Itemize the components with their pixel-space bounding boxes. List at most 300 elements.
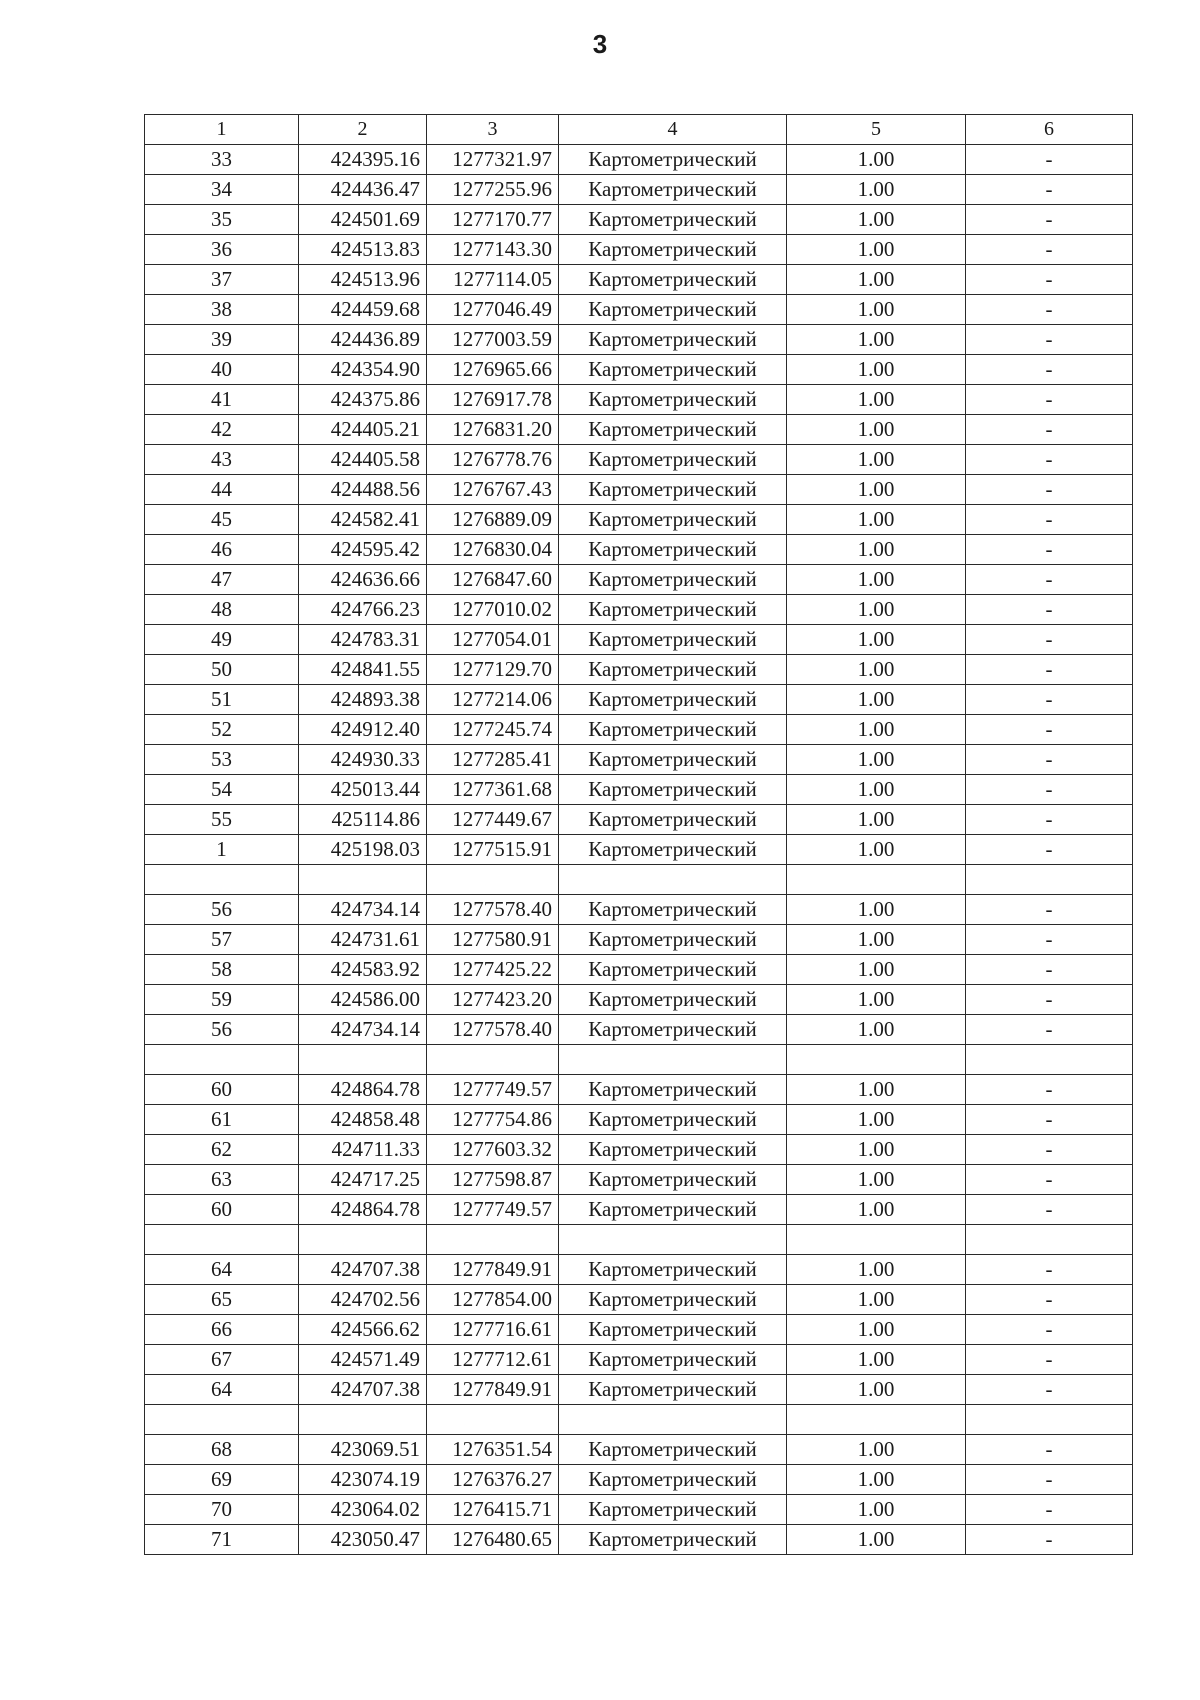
table-cell-col-5: 1.00 [787,1195,966,1225]
table-cell-col-5: 1.00 [787,655,966,685]
table-cell-col-1: 55 [145,805,299,835]
table-cell-col-4: Картометрический [559,895,787,925]
table-cell-col-5: 1.00 [787,415,966,445]
table-cell-col-1: 49 [145,625,299,655]
table-cell-col-4: Картометрический [559,205,787,235]
table-row [145,535,1133,565]
table-row [145,175,1133,205]
table-cell-col-3: 1277749.57 [427,1195,559,1225]
table-cell-col-2: 424395.16 [299,145,427,175]
table-row [145,1405,1133,1435]
table-cell-col-1: 60 [145,1075,299,1105]
table-cell-col-2: 424354.90 [299,355,427,385]
table-cell-col-6: - [966,655,1133,685]
table-row [145,1495,1133,1525]
table-cell-col-1: 37 [145,265,299,295]
table-cell-col-6: - [966,1285,1133,1315]
table-cell-col-6: - [966,1495,1133,1525]
table-cell-col-2: 425114.86 [299,805,427,835]
table-cell-col-6: - [966,1525,1133,1555]
table-cell-col-5: 1.00 [787,175,966,205]
table-cell-col-3: 1277361.68 [427,775,559,805]
coordinates-table [144,114,1133,1555]
table-cell-col-3: 1277321.97 [427,145,559,175]
table-cell-col-3: 1277054.01 [427,625,559,655]
table-cell-col-6: - [966,355,1133,385]
table-row [145,295,1133,325]
table-cell-col-6: - [966,745,1133,775]
column-header-6: 6 [966,115,1133,145]
table-cell-col-4: Картометрический [559,1165,787,1195]
table-cell-col-3: 1277849.91 [427,1255,559,1285]
table-cell-col-6: - [966,145,1133,175]
table-cell-col-4: Картометрический [559,475,787,505]
table-cell-col-5 [787,1405,966,1435]
table-cell-col-2: 423069.51 [299,1435,427,1465]
table-cell-col-1: 56 [145,1015,299,1045]
table-cell-col-6: - [966,385,1133,415]
table-cell-col-4: Картометрический [559,1135,787,1165]
table-cell-col-1 [145,865,299,895]
table-row [145,445,1133,475]
table-cell-col-3 [427,1225,559,1255]
table-cell-col-4: Картометрический [559,145,787,175]
table-row [145,655,1133,685]
table-cell-col-6: - [966,445,1133,475]
table-cell-col-2: 424488.56 [299,475,427,505]
table-cell-col-4: Картометрический [559,595,787,625]
table-cell-col-4: Картометрический [559,925,787,955]
table-cell-col-3: 1276889.09 [427,505,559,535]
table-cell-col-6: - [966,235,1133,265]
table-body [145,145,1133,1555]
table-cell-col-1: 44 [145,475,299,505]
table-cell-col-3: 1277129.70 [427,655,559,685]
table-cell-col-5: 1.00 [787,565,966,595]
table-cell-col-1: 50 [145,655,299,685]
table-cell-col-5: 1.00 [787,1315,966,1345]
table-cell-col-1: 64 [145,1375,299,1405]
table-cell-col-3: 1276376.27 [427,1465,559,1495]
table-cell-col-2: 424717.25 [299,1165,427,1195]
table-cell-col-6: - [966,835,1133,865]
table-cell-col-1 [145,1225,299,1255]
table-cell-col-4: Картометрический [559,655,787,685]
column-header-1: 1 [145,115,299,145]
table-cell-col-4: Картометрический [559,1315,787,1345]
table-row [145,1285,1133,1315]
table-cell-col-2: 424436.89 [299,325,427,355]
table-cell-col-5: 1.00 [787,145,966,175]
table-row [145,1135,1133,1165]
table-cell-col-1 [145,1405,299,1435]
table-cell-col-5: 1.00 [787,595,966,625]
table-cell-col-5: 1.00 [787,985,966,1015]
table-cell-col-5: 1.00 [787,625,966,655]
table-row [145,1015,1133,1045]
table-cell-col-1: 36 [145,235,299,265]
table-cell-col-2: 424513.96 [299,265,427,295]
table-cell-col-5: 1.00 [787,1015,966,1045]
table-cell-col-6: - [966,535,1133,565]
table-cell-col-2: 424858.48 [299,1105,427,1135]
table-cell-col-4 [559,865,787,895]
table-cell-col-6 [966,1225,1133,1255]
table-cell-col-4: Картометрический [559,385,787,415]
table-cell-col-5: 1.00 [787,1105,966,1135]
table-cell-col-3: 1277449.67 [427,805,559,835]
table-cell-col-2: 424711.33 [299,1135,427,1165]
table-cell-col-6: - [966,1435,1133,1465]
table-cell-col-4: Картометрический [559,1285,787,1315]
table-cell-col-6: - [966,985,1133,1015]
table-cell-col-1: 60 [145,1195,299,1225]
table-cell-col-1: 47 [145,565,299,595]
table-cell-col-1: 1 [145,835,299,865]
table-cell-col-1: 67 [145,1345,299,1375]
table-cell-col-1: 39 [145,325,299,355]
table-cell-col-3: 1277170.77 [427,205,559,235]
table-cell-col-6: - [966,805,1133,835]
table-cell-col-4: Картометрический [559,955,787,985]
table-cell-col-2: 424912.40 [299,715,427,745]
table-row [145,235,1133,265]
table-cell-col-4 [559,1405,787,1435]
table-cell-col-1: 41 [145,385,299,415]
table-cell-col-5: 1.00 [787,685,966,715]
table-cell-col-4: Картометрический [559,805,787,835]
table-cell-col-1 [145,1045,299,1075]
table-cell-col-6: - [966,1165,1133,1195]
table-cell-col-3: 1277003.59 [427,325,559,355]
table-cell-col-2 [299,865,427,895]
table-cell-col-2: 424501.69 [299,205,427,235]
table-cell-col-4: Картометрический [559,1075,787,1105]
table-row [145,715,1133,745]
table-cell-col-5: 1.00 [787,475,966,505]
table-cell-col-5: 1.00 [787,385,966,415]
table-cell-col-5: 1.00 [787,895,966,925]
table-cell-col-4: Картометрический [559,1015,787,1045]
table-row [145,775,1133,805]
table-cell-col-3: 1277716.61 [427,1315,559,1345]
table-cell-col-6: - [966,175,1133,205]
table-cell-col-5: 1.00 [787,355,966,385]
table-row [145,1315,1133,1345]
table-row [145,415,1133,445]
table-cell-col-4: Картометрический [559,1525,787,1555]
table-cell-col-1: 43 [145,445,299,475]
table-cell-col-4: Картометрический [559,415,787,445]
table-cell-col-2: 424864.78 [299,1075,427,1105]
table-row [145,1075,1133,1105]
table-cell-col-3: 1277046.49 [427,295,559,325]
table-cell-col-1: 53 [145,745,299,775]
table-cell-col-5: 1.00 [787,505,966,535]
table-cell-col-5: 1.00 [787,235,966,265]
table-row [145,1435,1133,1465]
table-cell-col-2: 423050.47 [299,1525,427,1555]
column-header-4: 4 [559,115,787,145]
column-header-5: 5 [787,115,966,145]
table-cell-col-5: 1.00 [787,1075,966,1105]
table-cell-col-1: 57 [145,925,299,955]
table-cell-col-1: 46 [145,535,299,565]
table-cell-col-5: 1.00 [787,1525,966,1555]
table-row [145,265,1133,295]
table-cell-col-5: 1.00 [787,775,966,805]
table-cell-col-3 [427,1405,559,1435]
table-row [145,685,1133,715]
table-cell-col-4: Картометрический [559,715,787,745]
table-cell-col-6: - [966,1345,1133,1375]
table-cell-col-1: 66 [145,1315,299,1345]
table-cell-col-2 [299,1045,427,1075]
table-cell-col-6: - [966,325,1133,355]
table-cell-col-3: 1277854.00 [427,1285,559,1315]
table-row [145,1255,1133,1285]
table-cell-col-4: Картометрический [559,985,787,1015]
table-row [145,1375,1133,1405]
table-cell-col-5: 1.00 [787,205,966,235]
page-number: 3 [592,29,608,59]
table-cell-col-2: 424595.42 [299,535,427,565]
table-cell-col-5: 1.00 [787,1285,966,1315]
table-cell-col-2: 424459.68 [299,295,427,325]
table-cell-col-4: Картометрический [559,1375,787,1405]
table-cell-col-3: 1277285.41 [427,745,559,775]
table-cell-col-2: 424436.47 [299,175,427,205]
table-cell-col-2: 424582.41 [299,505,427,535]
table-cell-col-1: 38 [145,295,299,325]
table-cell-col-2: 423074.19 [299,1465,427,1495]
table-cell-col-5: 1.00 [787,535,966,565]
table-cell-col-1: 34 [145,175,299,205]
table-cell-col-3: 1276415.71 [427,1495,559,1525]
table-row [145,1225,1133,1255]
table-cell-col-4: Картометрический [559,445,787,475]
table-row [145,505,1133,535]
table-cell-col-3: 1277114.05 [427,265,559,295]
table-row [145,205,1133,235]
table-cell-col-4: Картометрический [559,175,787,205]
table-cell-col-5: 1.00 [787,295,966,325]
table-cell-col-1: 35 [145,205,299,235]
table-cell-col-6: - [966,505,1133,535]
table-cell-col-6: - [966,1075,1133,1105]
table-cell-col-4: Картометрический [559,1435,787,1465]
table-cell-col-1: 64 [145,1255,299,1285]
table-cell-col-1: 42 [145,415,299,445]
table-cell-col-1: 54 [145,775,299,805]
table-cell-col-3: 1277578.40 [427,1015,559,1045]
table-row [145,745,1133,775]
table-cell-col-6: - [966,475,1133,505]
table-cell-col-1: 52 [145,715,299,745]
table-cell-col-2: 424513.83 [299,235,427,265]
table-cell-col-6: - [966,895,1133,925]
table-cell-col-5: 1.00 [787,1435,966,1465]
table-header-row [145,115,1133,145]
column-header-2: 2 [299,115,427,145]
table-cell-col-1: 71 [145,1525,299,1555]
table-cell-col-2: 424734.14 [299,895,427,925]
table-cell-col-3: 1276831.20 [427,415,559,445]
table-cell-col-2: 424864.78 [299,1195,427,1225]
table-cell-col-4: Картометрический [559,355,787,385]
table-row [145,385,1133,415]
table-cell-col-5 [787,865,966,895]
table-row [145,985,1133,1015]
table-cell-col-6: - [966,1465,1133,1495]
table-cell-col-1: 33 [145,145,299,175]
table-cell-col-6: - [966,295,1133,325]
table-cell-col-5: 1.00 [787,445,966,475]
table-cell-col-6: - [966,1015,1133,1045]
table-cell-col-6: - [966,1375,1133,1405]
table-cell-col-2: 424783.31 [299,625,427,655]
table-cell-col-2 [299,1405,427,1435]
table-cell-col-2: 424930.33 [299,745,427,775]
table-cell-col-4: Картометрический [559,1195,787,1225]
table-cell-col-6: - [966,715,1133,745]
table-row [145,325,1133,355]
table-cell-col-3: 1277754.86 [427,1105,559,1135]
table-cell-col-2: 425013.44 [299,775,427,805]
table-row [145,1525,1133,1555]
table-cell-col-3: 1276830.04 [427,535,559,565]
table-cell-col-6 [966,865,1133,895]
table-cell-col-3: 1276351.54 [427,1435,559,1465]
table-cell-col-4: Картометрический [559,265,787,295]
table-cell-col-1: 61 [145,1105,299,1135]
table-cell-col-4: Картометрический [559,775,787,805]
table-row [145,925,1133,955]
table-cell-col-2: 424571.49 [299,1345,427,1375]
table-cell-col-3: 1276847.60 [427,565,559,595]
table-row [145,475,1133,505]
table-cell-col-6 [966,1405,1133,1435]
table-cell-col-6: - [966,415,1133,445]
table-cell-col-3: 1277245.74 [427,715,559,745]
table-row [145,895,1133,925]
column-header-3: 3 [427,115,559,145]
table-cell-col-6: - [966,1105,1133,1135]
table-cell-col-2: 424707.38 [299,1255,427,1285]
table-cell-col-4: Картометрический [559,325,787,355]
table-cell-col-6: - [966,1195,1133,1225]
table-cell-col-3: 1277580.91 [427,925,559,955]
table-cell-col-3: 1276767.43 [427,475,559,505]
table-cell-col-2: 424734.14 [299,1015,427,1045]
table-cell-col-3: 1277255.96 [427,175,559,205]
table-cell-col-5: 1.00 [787,925,966,955]
table-cell-col-2 [299,1225,427,1255]
table-cell-col-2: 424841.55 [299,655,427,685]
table-cell-col-2: 424405.21 [299,415,427,445]
table-cell-col-1: 48 [145,595,299,625]
table-row [145,1195,1133,1225]
table-row [145,1105,1133,1135]
table-row [145,865,1133,895]
table-cell-col-3: 1277010.02 [427,595,559,625]
table-cell-col-2: 424566.62 [299,1315,427,1345]
table-cell-col-6: - [966,685,1133,715]
table-cell-col-5: 1.00 [787,265,966,295]
table-cell-col-3: 1276778.76 [427,445,559,475]
table-cell-col-5: 1.00 [787,325,966,355]
table-cell-col-3: 1276917.78 [427,385,559,415]
table-row [145,145,1133,175]
table-cell-col-3: 1276965.66 [427,355,559,385]
table-cell-col-1: 59 [145,985,299,1015]
table-cell-col-1: 45 [145,505,299,535]
table-cell-col-1: 69 [145,1465,299,1495]
table-cell-col-5: 1.00 [787,1345,966,1375]
table-cell-col-4: Картометрический [559,565,787,595]
table-cell-col-4: Картометрический [559,235,787,265]
table-cell-col-6: - [966,1315,1133,1345]
table-row [145,1045,1133,1075]
table-cell-col-6: - [966,955,1133,985]
table-cell-col-4: Картометрический [559,745,787,775]
table-cell-col-4: Картометрический [559,1345,787,1375]
table-cell-col-2: 424375.86 [299,385,427,415]
table-cell-col-5: 1.00 [787,715,966,745]
table-cell-col-6: - [966,625,1133,655]
table-cell-col-6: - [966,1255,1133,1285]
table-cell-col-3: 1277425.22 [427,955,559,985]
table-cell-col-6: - [966,595,1133,625]
table-cell-col-1: 70 [145,1495,299,1525]
table-cell-col-5: 1.00 [787,955,966,985]
table-cell-col-3: 1277603.32 [427,1135,559,1165]
table-cell-col-5: 1.00 [787,1375,966,1405]
table-cell-col-1: 62 [145,1135,299,1165]
table-cell-col-1: 68 [145,1435,299,1465]
table-cell-col-1: 56 [145,895,299,925]
table-cell-col-3: 1277423.20 [427,985,559,1015]
table-cell-col-1: 65 [145,1285,299,1315]
table-cell-col-4: Картометрический [559,1255,787,1285]
table-cell-col-4: Картометрический [559,535,787,565]
table-cell-col-4: Картометрический [559,1105,787,1135]
table-cell-col-3: 1277578.40 [427,895,559,925]
table-cell-col-5: 1.00 [787,1465,966,1495]
table-row [145,595,1133,625]
table-row [145,1165,1133,1195]
table-cell-col-4: Картометрический [559,835,787,865]
table-cell-col-2: 424405.58 [299,445,427,475]
table-cell-col-4: Картометрический [559,685,787,715]
table-cell-col-3: 1276480.65 [427,1525,559,1555]
table-cell-col-1: 51 [145,685,299,715]
table-cell-col-5: 1.00 [787,835,966,865]
table-cell-col-2: 424707.38 [299,1375,427,1405]
table-row [145,625,1133,655]
table-cell-col-3: 1277515.91 [427,835,559,865]
table-cell-col-2: 425198.03 [299,835,427,865]
table-cell-col-2: 424731.61 [299,925,427,955]
table-cell-col-4 [559,1045,787,1075]
table-cell-col-5: 1.00 [787,1165,966,1195]
table-cell-col-6: - [966,205,1133,235]
table-cell-col-3: 1277143.30 [427,235,559,265]
table-cell-col-2: 424586.00 [299,985,427,1015]
table-cell-col-5: 1.00 [787,1255,966,1285]
table-row [145,1465,1133,1495]
table-cell-col-2: 424702.56 [299,1285,427,1315]
